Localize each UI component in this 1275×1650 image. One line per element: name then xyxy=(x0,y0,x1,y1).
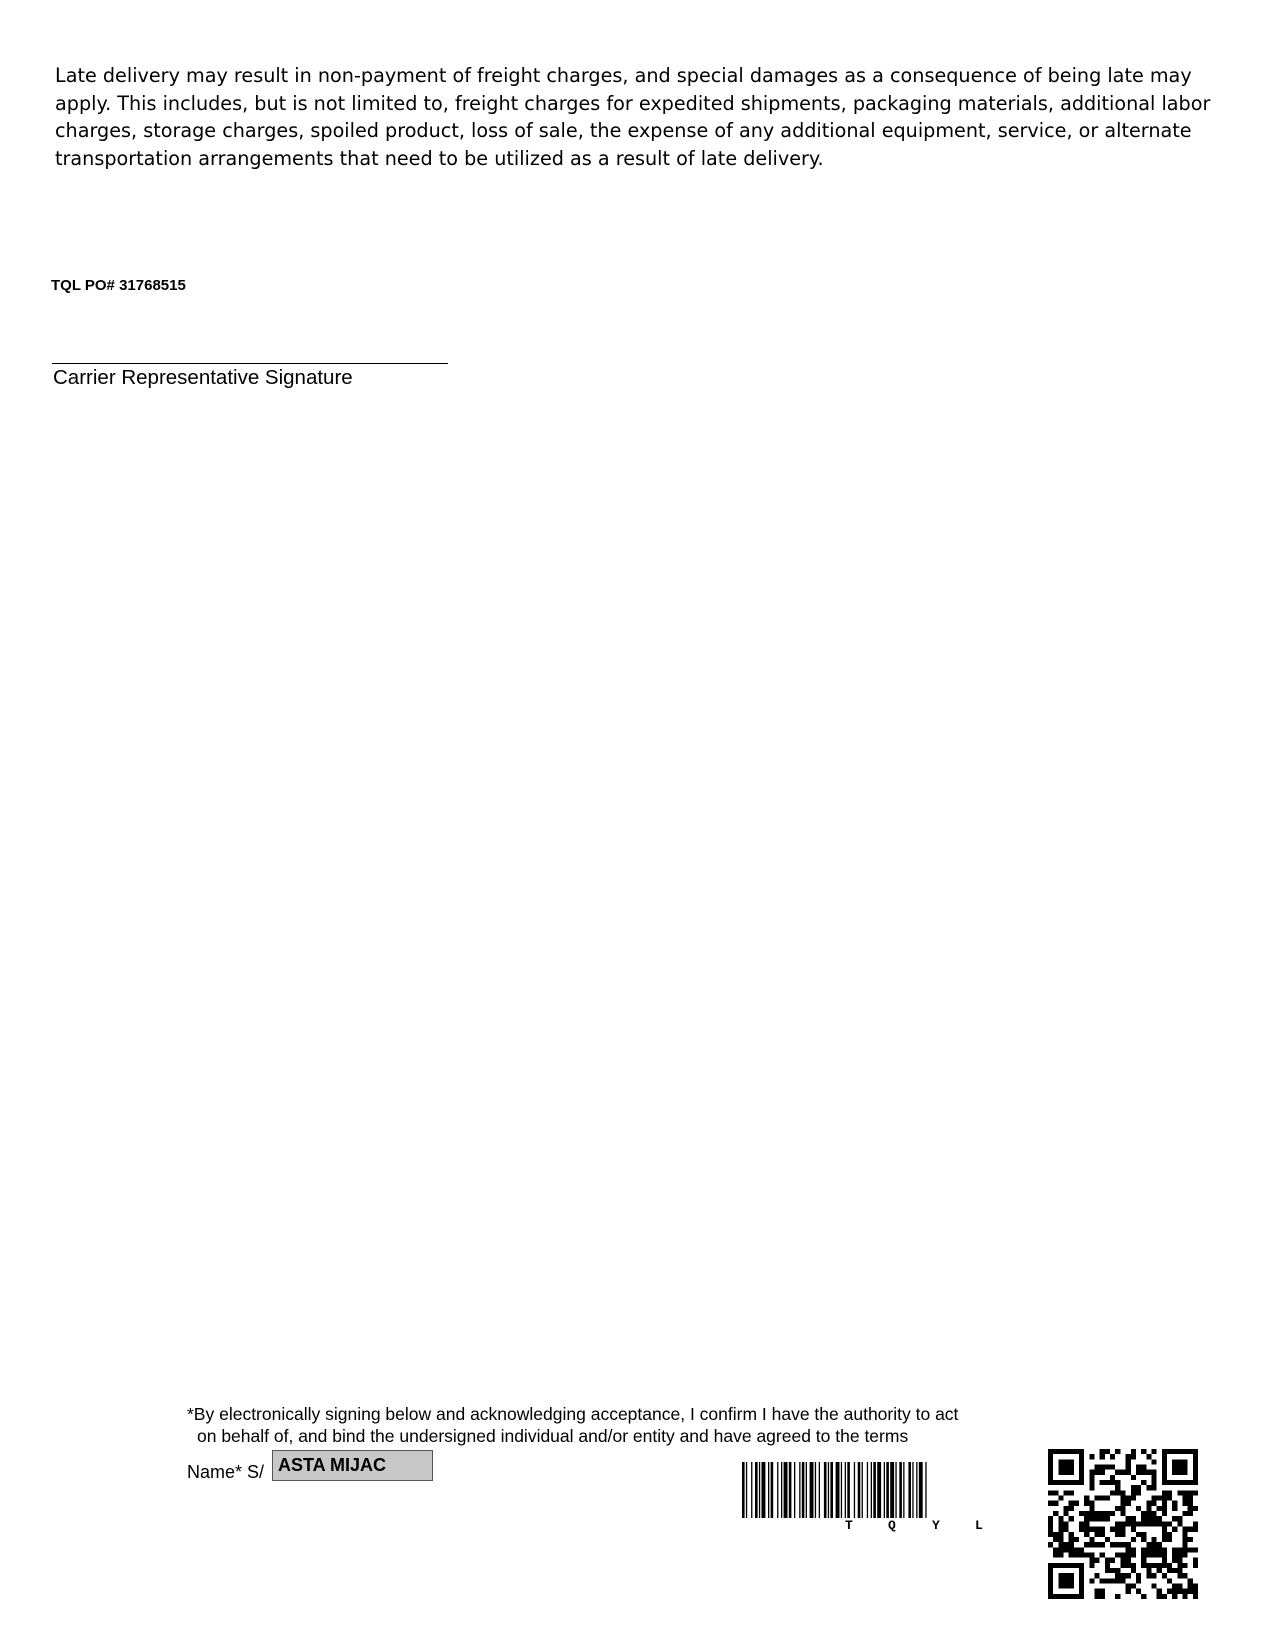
barcode-char: Y xyxy=(932,1518,940,1533)
disclaimer-line: on behalf of, and bind the undersigned individual and/or entity and have agreed to the terms xyxy=(197,1426,909,1446)
terms-line: Late delivery may result in non-payment of freight charges, and special damages as a consequence of being late may xyxy=(55,64,1192,87)
signature-label: Carrier Representative Signature xyxy=(53,366,353,389)
terms-line: apply. This includes, but is not limited to, freight charges for expedited shipments, packaging materials, additional labor xyxy=(55,91,1211,115)
name-field[interactable]: ASTA MIJAC xyxy=(272,1450,433,1481)
barcode-icon xyxy=(742,1462,1027,1518)
barcode-char: T xyxy=(845,1518,853,1533)
barcode-char: Q xyxy=(888,1518,896,1533)
barcode-char: L xyxy=(975,1518,983,1533)
terms-line: charges, storage charges, spoiled product, loss of sale, the expense of any additional equipment, service, or alternate xyxy=(55,119,1192,142)
po-number: TQL PO# 31768515 xyxy=(51,277,186,294)
terms-paragraph xyxy=(55,62,1235,172)
disclaimer-line: *By electronically signing below and acknowledging acceptance, I confirm I have the authority to act xyxy=(187,1404,959,1424)
signature-line[interactable] xyxy=(52,363,448,364)
esign-disclaimer xyxy=(187,1403,958,1447)
terms-line: transportation arrangements that need to be utilized as a result of late delivery. xyxy=(55,146,824,170)
qr-code-icon xyxy=(1048,1449,1198,1599)
name-label: Name* S/ xyxy=(187,1462,265,1482)
